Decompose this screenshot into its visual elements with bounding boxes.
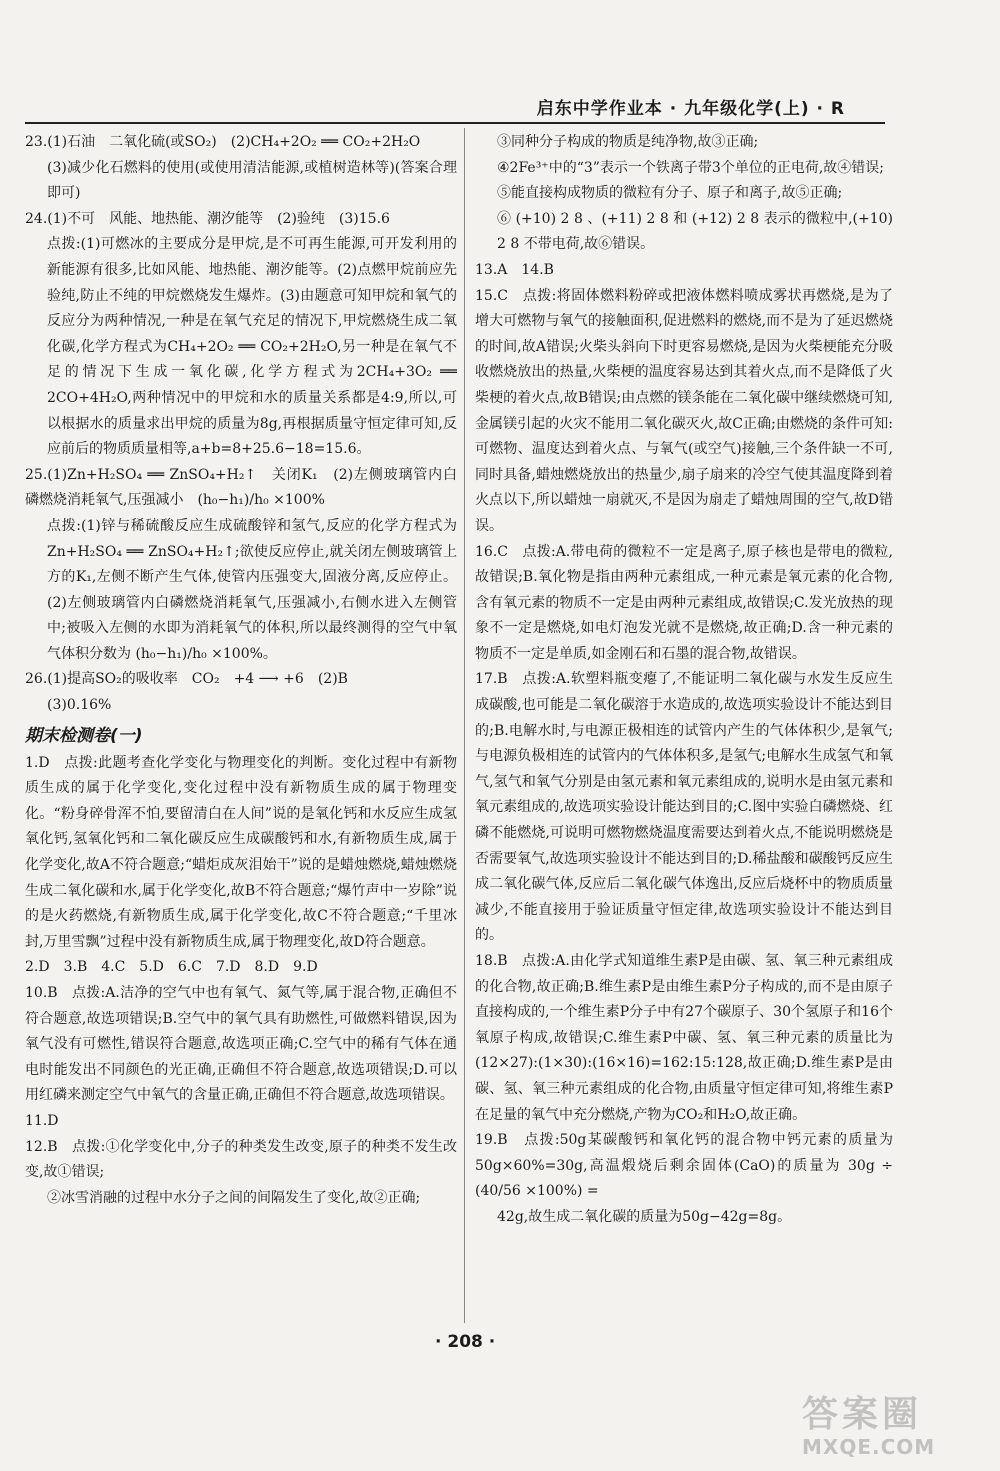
answer-11: 11.D [25, 1112, 59, 1129]
answer-25: 25.(1)Zn+H₂SO₄ ══ ZnSO₄+H₂↑ 关闭K₁ (2)左侧玻璃管内白磷燃烧消耗氧气,压强减小 (h₀−h₁)/h₀ ×100% [25, 466, 457, 509]
watermark [802, 1395, 982, 1465]
answer-12-item6: ⑥ (+10) 2 8 、(+11) 2 8 和 (+12) 2 8 表示的微粒中,(+10) 2 8 不带电荷,故⑥错误。 [497, 210, 893, 253]
answer-10: 10.B 点拨:A.洁净的空气中也有氧气、氮气等,属于混合物,正确但不符合题意,故选项错误;B.空气中的氧气具有助燃性,可做燃料错误,因为氧气没有可燃性,错误符合题意,故选项正确;C.空气中的稀有气体在通电时能发出不同颜色的光正确,正确但不符合题意,故选项错误;D.可以用红磷来测定空气中氧气的含量正确,正确但不符合题意,故选项错误。 [25, 985, 457, 1104]
page-number: · 208 · [435, 1332, 496, 1352]
answer-23: 23.(1)石油 二氧化硫(或SO₂) (2)CH₄+2O₂ ══ CO₂+2H₂O [25, 134, 421, 150]
answer-19-cont: 42g,故生成二氧化碳的质量为50g−42g=8g。 [497, 1208, 792, 1225]
watermark-logo: 答案圈 [802, 1394, 923, 1435]
answer-16: 16.C 点拨:A.带电荷的微粒不一定是离子,原子核也是带电的微粒,故错误;B.氧化物是指由两种元素组成,一种元素是氧元素的化合物,含有氧元素的物质不一定是由两种元素组成,故错误;C.发光放热的现象不一定是燃烧,如电灯泡发光就不是燃烧,故正确;D.含一种元素的物质不一定是单质,如金刚石和石墨的混合物,故错误。 [475, 543, 893, 662]
answer-12: 12.B 点拨:①化学变化中,分子的种类发生改变,原子的种类不发生改变,故①错误; [25, 1138, 457, 1181]
answer-26-cont: (3)0.16% [47, 697, 112, 714]
section-title: 期末检测卷(一) [25, 725, 143, 746]
page-header [25, 92, 885, 124]
answer-12-cont: ②冰雪消融的过程中水分子之间的间隔发生了变化,故②正确; [47, 1189, 421, 1206]
answer-26: 26.(1)提高SO₂的吸收率 CO₂ +4 ⟶ +6 (2)B [25, 671, 348, 688]
answer-1: 1.D 点拨:此题考查化学变化与物理变化的判断。变化过程中有新物质生成的属于化学变化,变化过程中没有新物质生成的属于物理变化。“粉身碎骨浑不怕,要留清白在人间”说的是氧化钙和水反应生成氢氧化钙,氢氧化钙和二氧化碳反应生成碳酸钙和水,有新物质生成,属于化学变化,故A不符合题意;“蜡炬成灰泪始干”说的是蜡烛燃烧,蜡烛燃烧生成二氧化碳和水,属于化学变化,故B不符合题意;“爆竹声中一岁除”说的是火药燃烧,有新物质生成,属于化学变化,故C不符合题意;“千里冰封,万里雪飘”过程中没有新物质生成,属于物理变化,故D符合题意。 [25, 754, 457, 950]
watermark-url: MXQE.COM [802, 1435, 936, 1459]
answer-19: 19.B 点拨:50g某碳酸钙和氧化钙的混合物中钙元素的质量为50g×60%=30g,高温煅烧后剩余固体(CaO)的质量为 30g ÷ (40/56 ×100%) = [475, 1132, 893, 1200]
answer-15: 15.C 点拨:将固体燃料粉碎或把液体燃料喷成雾状再燃烧,是为了增大可燃物与氧气的接触面积,促进燃料的燃烧,而不是为了延迟燃烧的时间,故A错误;火柴头斜向下时更容易燃烧,是因为火柴梗能充分吸收燃烧放出的热量,火柴梗的温度容易达到其着火点,而不是降低了火柴梗的着火点,故B错误;由点燃的镁条能在二氧化碳中继续燃烧可知,金属镁引起的火灾不能用二氧化碳灭火,故C正确;由燃烧的条件可知:可燃物、温度达到着火点、与氧气(或空气)接触,三个条件缺一不可,同时具备,蜡烛燃烧放出的热量少,扇子扇来的冷空气使其温度降到着火点以下,所以蜡烛一扇就灭,不是因为扇走了蜡烛周围的空气,故D错误。 [475, 287, 893, 534]
answer-24: 24.(1)不可 风能、地热能、潮汐能等 (2)验纯 (3)15.6 [25, 210, 390, 227]
header-title: 启东中学作业本 · 九年级化学(上) · R [536, 99, 845, 119]
answer-12-item3: ③同种分子构成的物质是纯净物,故③正确; [497, 134, 759, 150]
left-column [25, 130, 457, 1211]
answer-24-note: 点拨:(1)可燃冰的主要成分是甲烷,是不可再生能源,可开发利用的新能源有很多,比如风能、地热能、潮汐能等。(2)点燃甲烷前应先验纯,防止不纯的甲烷燃烧发生爆炸。(3)由题意可知甲烷和氧气的反应分为两种情况,一种是在氧气充足的情况下,甲烷燃烧生成二氧化碳,化学方程式为CH₄+2O₂ ══ CO₂+2H₂O,另一种是在氧气不足的情况下生成一氧化碳,化学方程式为2CH₄+3O₂ ══ 2CO+4H₂O,两种情况中的甲烷和水的质量关系都是4:9,所以,可以根据水的质量求出甲烷的质量为8g,再根据质量守恒定律可知,反应前后的物质质量相等,a+b=8+25.6−18=15.6。 [47, 236, 457, 458]
answer-17: 17.B 点拨:A.软塑料瓶变瘪了,不能证明二氧化碳与水发生反应生成碳酸,也可能是二氧化碳溶于水造成的,故选项实验设计不能达到目的;B.电解水时,与电源正极相连的试管内产生的气体体积少,是氧气;与电源负极相连的试管内的气体体积多,是氢气;电解水生成氢气和氧气,氢气和氧气分别是由氢元素和氧元素组成的,说明水是由氢元素和氧元素组成的,故选项实验设计能达到目的;C.图中实验白磷燃烧、红磷不能燃烧,可说明可燃物燃烧温度需要达到着火点,不能说明燃烧是否需要氧气,故选项实验设计不能达到目的;D.稀盐酸和碳酸钙反应生成二氧化碳气体,反应后二氧化碳气体逸出,反应后烧杯中的物质质量减少,不能直接用于验证质量守恒定律,故选项实验设计不能达到目的。 [475, 671, 893, 944]
answer-13-14: 13.A 14.B [475, 261, 554, 278]
answer-18: 18.B 点拨:A.由化学式知道维生素P是由碳、氢、氧三种元素组成的化合物,故正确;B.维生素P是由维生素P分子构成的,而不是由原子直接构成的,一个维生素P分子中有27个碳原子、30个氢原子和16个氧原子构成,故错误;C.维生素P中碳、氢、氧三种元素的质量比为(12×27):(1×30):(16×16)=162:15:128,故正确;D.维生素P是由碳、氢、氧三种元素组成的化合物,由质量守恒定律可知,将维生素P在足量的氧气中充分燃烧,产物为CO₂和H₂O,故正确。 [475, 953, 893, 1123]
answer-2-9: 2.D 3.B 4.C 5.D 6.C 7.D 8.D 9.D [25, 959, 318, 976]
column-divider [464, 128, 465, 1323]
answer-25-note: 点拨:(1)锌与稀硫酸反应生成硫酸锌和氢气,反应的化学方程式为Zn+H₂SO₄ ══ ZnSO₄+H₂↑;欲使反应停止,就关闭左侧玻璃管上方的K₁,左侧不断产生气体,使管内压强变大,固液分离,反应停止。(2)左侧玻璃管内白磷燃烧消耗氧气,压强减小,右侧水进入左侧管中;被吸入左侧的水即为消耗氧气的体积,所以最终测得的空气中氧气体积分数为 (h₀−h₁)/h₀ ×100%。 [47, 517, 457, 662]
right-column [475, 130, 893, 1231]
answer-12-item4: ④2Fe³⁺中的“3”表示一个铁离子带3个单位的正电荷,故④错误; [497, 159, 884, 176]
answer-12-item5: ⑤能直接构成物质的微粒有分子、原子和离子,故⑤正确; [497, 185, 843, 202]
answer-23-cont: (3)减少化石燃料的使用(或使用清洁能源,或植树造林等)(答案合理即可) [47, 159, 457, 202]
